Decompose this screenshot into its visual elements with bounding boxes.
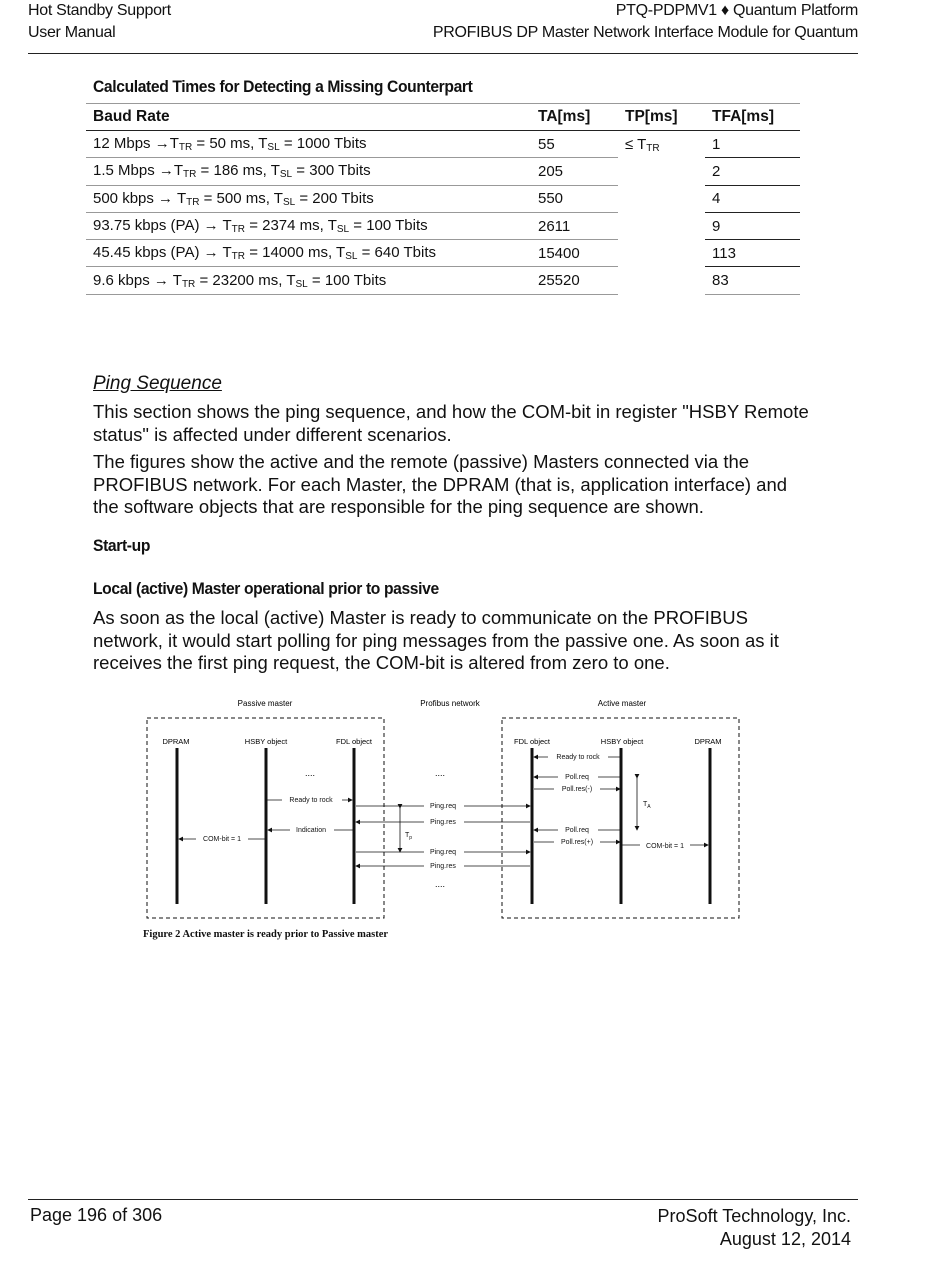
cell-tfa: 113 (705, 240, 800, 267)
section-title: Ping Sequence (93, 373, 222, 394)
cell-ta: 2611 (531, 212, 618, 239)
table-body (86, 131, 800, 295)
cell-baud-rate: 45.45 kbps $(PA) \to T_{TR} = 14000$ ms, $T_{SL} = 640$ Tbits (86, 240, 531, 267)
label-ping-res-2: Ping.res (430, 863, 456, 870)
cell-ta: 25520 (531, 267, 618, 294)
label-ping-req-2: Ping.req (429, 849, 457, 856)
active-fdl-label: FDL object (514, 737, 550, 746)
passive-hsby-label: HSBY object (244, 737, 288, 746)
footer-page-number: Page 196 of 306 (30, 1205, 163, 1225)
label-tp: $T_p$ (405, 832, 413, 841)
table-row (86, 131, 800, 158)
col-tfa: TFA[ms] (705, 104, 800, 131)
cell-ta: 205 (531, 158, 618, 185)
label-poll-res-minus: Poll.res(-) (561, 786, 593, 793)
cell-baud-rate: 9.6 kbps → $T_{TR} = 23200$ ms, $T_{SL} = 100$ Tbits (86, 267, 531, 294)
figure-caption: Figure 2 Active master is ready prior to Passive master (143, 929, 389, 940)
page-header (28, 0, 858, 54)
label-ready-to-rock-active: Ready to rock (556, 754, 600, 761)
cell-tfa: 4 (705, 185, 800, 212)
network-dots: .... (434, 768, 446, 778)
cell-ta: 55 (531, 131, 618, 158)
cell-baud-rate: 500 kbps → $T_{TR} = 500$ ms, $T_{SL} = 200$ Tbits (86, 185, 531, 212)
label-poll-req-1: Poll.req (565, 774, 589, 781)
col-ta: TA[ms] (531, 104, 618, 131)
col-baud-rate: Baud Rate (86, 104, 531, 131)
footer-right (658, 1205, 851, 1251)
col-tp: TP[ms] (618, 104, 705, 131)
label-poll-res-plus: Poll.res(+) (560, 839, 594, 846)
cell-baud-rate: 12 Mbps $\to T_{TR} = 50$ ms, $T_{SL} = 1000$ Tbits (86, 131, 531, 158)
cell-tfa: 1 (705, 131, 800, 158)
paragraph-intro: This section shows the ping sequence, and how the COM-bit in register "HSBY Remote status" is affected under different scenarios. (93, 401, 809, 445)
active-hsby-label: HSBY object (600, 737, 644, 746)
footer-date: August 12, 2014 (719, 1229, 851, 1249)
passive-dots: .... (304, 768, 316, 778)
header-doc-type: User Manual (28, 24, 116, 41)
network-dots-bottom: .... (434, 879, 446, 889)
times-table (86, 103, 800, 295)
cell-baud-rate: 93.75 kbps $(PA) \to T_{TR} = 2374$ ms, $T_{SL} = 100$ Tbits (86, 212, 531, 239)
header-left (28, 0, 171, 44)
label-indication: Indication (296, 827, 326, 834)
passive-dpram-label: DPRAM (162, 737, 190, 746)
cell-tfa: 83 (705, 267, 800, 294)
table-title: Calculated Times for Detecting a Missing Counterpart (93, 77, 473, 96)
cell-ta: 550 (531, 185, 618, 212)
active-master-label: Active master (597, 699, 647, 708)
paragraph-figures: The figures show the active and the remote (passive) Masters connected via the PROFIBUS network. For each Master, the DPRAM (that is, application interface) and the software objects that are responsible for the ping sequence are shown. (93, 451, 788, 517)
label-ready-to-rock-passive: Ready to rock (289, 797, 333, 804)
label-ping-res-1: Ping.res (430, 819, 456, 826)
table-header-row (86, 104, 800, 131)
paragraph-local-active: As soon as the local (active) Master is ready to communicate on the PROFIBUS network, it would start polling for ping messages from the passive one. As soon as it receives the first ping request, the COM-bit is altered from zero to one. (93, 607, 779, 673)
cell-baud-rate: 1.5 Mbps $\to T_{TR} = 186$ ms, $T_{SL} = 300$ Tbits (86, 158, 531, 185)
header-section-title: Hot Standby Support (28, 2, 171, 19)
header-product-desc: PROFIBUS DP Master Network Interface Module for Quantum (432, 24, 858, 41)
header-product: PTQ-PDPMV1 ♦ Quantum Platform (615, 2, 858, 19)
footer-company: ProSoft Technology, Inc. (657, 1206, 851, 1226)
cell-tfa: 2 (705, 158, 800, 185)
page-footer (28, 1199, 858, 1249)
label-com-bit-passive: COM-bit = 1 (203, 836, 241, 843)
profibus-network-label: Profibus network (420, 699, 480, 708)
label-poll-req-2: Poll.req (565, 827, 589, 834)
label-ta: $T_A$ (643, 801, 651, 810)
active-dpram-label: DPRAM (694, 737, 722, 746)
startup-heading: Start-up (93, 536, 151, 555)
cell-ta: 15400 (531, 240, 618, 267)
passive-master-label: Passive master (237, 699, 293, 708)
passive-fdl-label: FDL object (336, 737, 372, 746)
cell-tp: ≤ $T_{TR}$ (625, 136, 660, 154)
label-ping-req-1: Ping.req (429, 803, 457, 810)
label-com-bit-active: COM-bit = 1 (646, 843, 684, 850)
subsection-heading: Local (active) Master operational prior to passive (93, 579, 439, 598)
ping-sequence-diagram (140, 690, 750, 950)
cell-tfa: 9 (705, 212, 800, 239)
header-right (433, 0, 858, 44)
